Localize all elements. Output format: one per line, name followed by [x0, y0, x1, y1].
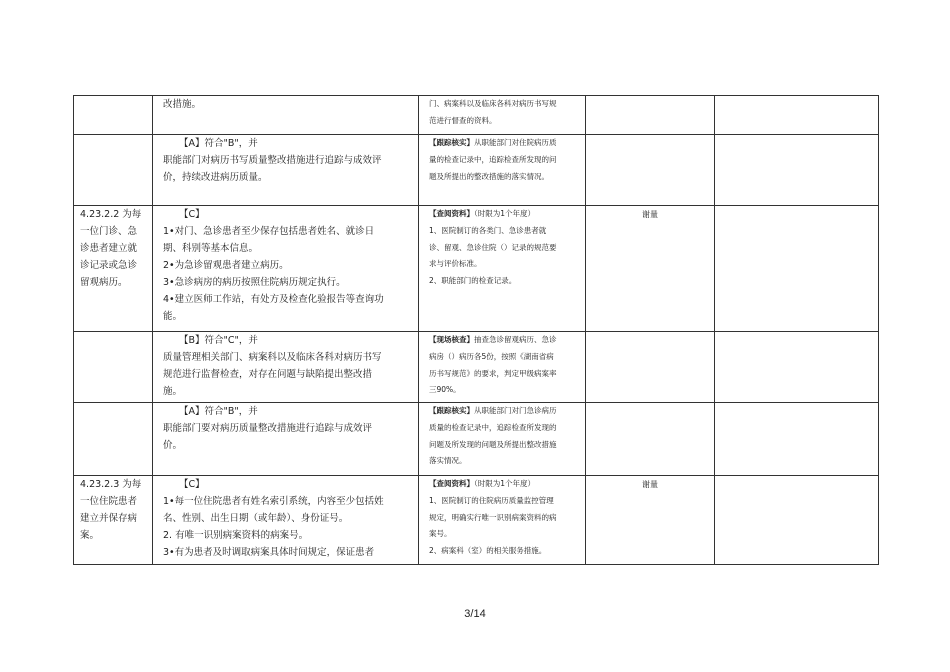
clause-line: 留观病历。 — [80, 277, 128, 288]
method-line: 诊、留观、急诊住院（）记录的规范要 — [429, 242, 557, 252]
clause-cell — [74, 96, 153, 135]
table-row — [74, 135, 879, 206]
criteria-line: 改措施。 — [163, 99, 202, 110]
score-text: 谢量 — [642, 480, 658, 489]
table-row — [74, 96, 879, 135]
criteria-cell — [153, 403, 419, 476]
method-first-line — [429, 206, 581, 223]
score-text: 谢量 — [642, 210, 658, 219]
criteria-line: 期、科别等基本信息。 — [163, 243, 259, 254]
method-line: 落实情况。 — [429, 456, 467, 466]
clause-line: 建立并保存病 — [80, 513, 138, 524]
clause-cell — [74, 206, 153, 332]
criteria-line: 价，持续改进病历质量。 — [163, 172, 268, 183]
method-line: 量的检查记录中，追踪检查所发现的问 — [429, 154, 557, 164]
method-cell — [419, 332, 586, 403]
method-tag: 【查阅资料】 — [429, 479, 474, 488]
grade-label: 【C】 — [179, 209, 205, 220]
method-line: 2、病案科（室）的相关服务措施。 — [429, 546, 547, 556]
grade-label: 【B】符合"C"，并 — [179, 335, 258, 346]
method-line: 1、医院制订的住院病历质量监控管理 — [429, 495, 554, 505]
method-line: 历书写规范》的要求，判定甲级病案率 — [429, 368, 557, 378]
method-text: 抽查急诊留观病历、急诊 — [474, 335, 557, 344]
standards-table — [73, 95, 879, 565]
criteria-cell — [153, 96, 419, 135]
criteria-line: 1•对门、急诊患者至少保存包括患者姓名、就诊日 — [163, 226, 375, 237]
clause-cell — [74, 403, 153, 476]
method-tag: 【查阅资料】 — [429, 209, 474, 218]
method-line: 范进行督查的资料。 — [429, 115, 497, 125]
criteria-line: 能。 — [163, 311, 183, 322]
method-line: 病房（）病历各5份，按照《湖南省病 — [429, 351, 554, 361]
method-line: 三90%。 — [429, 385, 461, 395]
method-first-line — [429, 332, 581, 349]
criteria-line: 价。 — [163, 440, 183, 451]
clause-line: 一位住院患者 — [80, 496, 138, 507]
score-cell — [586, 206, 715, 332]
table-row — [74, 332, 879, 403]
criteria-cell — [153, 135, 419, 206]
criteria-line: 3•有为患者及时调取病案具体时间规定，保证患者 — [163, 547, 375, 558]
remarks-cell — [715, 332, 879, 403]
grade-label: 【C】 — [179, 479, 205, 490]
method-first-line — [429, 476, 581, 493]
remarks-cell — [715, 206, 879, 332]
method-line: 题及所提出的整改措施的落实情况。 — [429, 171, 549, 181]
criteria-line: 质量管理相关部门、病案科以及临床各科对病历书写 — [163, 352, 382, 363]
criteria-line: 名、性别、出生日期（或年龄）、身份证号。 — [163, 513, 349, 524]
clause-line: 诊记录或急诊 — [80, 260, 138, 271]
clause-line: 4.23.2.2 为每 — [80, 209, 142, 220]
method-cell — [419, 135, 586, 206]
criteria-line: 4•建立医师工作站，有处方及检查化验报告等查询功 — [163, 294, 384, 305]
clause-line: 案。 — [80, 530, 100, 541]
method-cell — [419, 96, 586, 135]
criteria-line: 2. 有唯一识别病案资料的病案号。 — [163, 530, 309, 541]
method-line: 1、医院制订的各类门、急诊患者就 — [429, 225, 547, 235]
method-line: 求与评价标准。 — [429, 259, 482, 269]
method-line: 问题及所发现的问题及所提出整改措施 — [429, 439, 557, 449]
criteria-line: 规范进行监督检查，对存在问题与缺陷提出整改措 — [163, 369, 373, 380]
remarks-cell — [715, 96, 879, 135]
remarks-cell — [715, 403, 879, 476]
clause-line: 一位门诊、急 — [80, 226, 138, 237]
criteria-cell — [153, 206, 419, 332]
method-first-line — [429, 403, 581, 420]
method-cell — [419, 403, 586, 476]
score-cell — [586, 476, 715, 565]
grade-label: 【A】符合"B"，并 — [179, 138, 258, 149]
score-cell — [586, 135, 715, 206]
method-text: 从职能部门对门急诊病历 — [474, 406, 557, 415]
method-line: 规定，明确实行唯一识别病案资料的病 — [429, 512, 557, 522]
clause-line: 4.23.2.3 为每 — [80, 479, 142, 490]
clause-cell — [74, 476, 153, 565]
method-text: （时限为1个年度） — [474, 479, 536, 488]
criteria-line: 1•每一位住院患者有姓名索引系统，内容至少包括姓 — [163, 496, 384, 507]
method-line: 门、病案科以及临床各科对病历书写规 — [429, 99, 557, 108]
method-line: 2、职能部门的检查记录。 — [429, 276, 517, 286]
method-tag: 【跟踪核实】 — [429, 138, 474, 147]
clause-cell — [74, 135, 153, 206]
remarks-cell — [715, 135, 879, 206]
method-first-line — [429, 135, 581, 152]
criteria-line: 3•急诊病房的病历按照住院病历规定执行。 — [163, 277, 346, 288]
table-row — [74, 403, 879, 476]
criteria-cell — [153, 476, 419, 565]
table-row — [74, 206, 879, 332]
remarks-cell — [715, 476, 879, 565]
method-tag: 【现场核查】 — [429, 335, 474, 344]
score-cell — [586, 403, 715, 476]
method-cell — [419, 206, 586, 332]
clause-line: 诊患者建立就 — [80, 243, 138, 254]
method-text: 从职能部门对住院病历质 — [474, 138, 557, 147]
clause-cell — [74, 332, 153, 403]
page-number: 3/14 — [464, 608, 486, 620]
method-tag: 【跟踪核实】 — [429, 406, 474, 415]
table-row — [74, 476, 879, 565]
method-cell — [419, 476, 586, 565]
method-line: 质量的检查记录中，追踪检查所发现的 — [429, 422, 557, 432]
method-text: （时限为1个年度） — [474, 209, 536, 218]
criteria-line: 施。 — [163, 386, 183, 397]
method-line: 案号。 — [429, 529, 452, 539]
score-cell — [586, 96, 715, 135]
criteria-line: 2•为急诊留观患者建立病历。 — [163, 260, 289, 271]
criteria-line: 职能部门对病历书写质量整改措施进行追踪与成效评 — [163, 155, 382, 166]
score-cell — [586, 332, 715, 403]
criteria-cell — [153, 332, 419, 403]
criteria-line: 职能部门要对病历质量整改措施进行追踪与成效评 — [163, 423, 373, 434]
grade-label: 【A】符合"B"，并 — [179, 406, 258, 417]
